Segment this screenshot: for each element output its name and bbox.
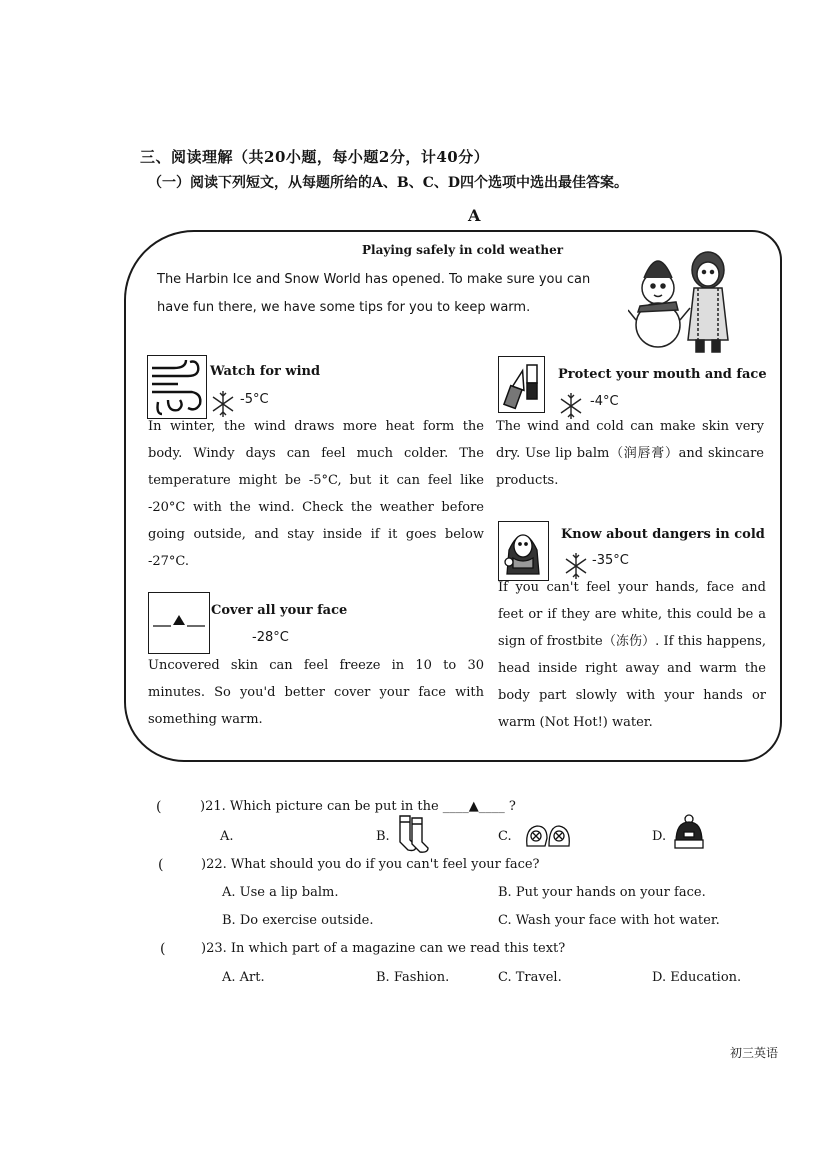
tip-mouth-temperature: -4°C: [590, 394, 619, 409]
answer-slot-23[interactable]: (: [160, 941, 166, 957]
face-cover-icon: [148, 592, 210, 654]
q21-option-c[interactable]: C.: [498, 829, 512, 844]
lipstick-icon: [498, 356, 545, 413]
page-footer: 初三英语: [730, 1046, 779, 1060]
q21-option-d[interactable]: D.: [652, 829, 667, 844]
tip-mouth-heading: Protect your mouth and face: [558, 367, 767, 382]
girl-in-cold-icon: [498, 521, 549, 581]
tip-cover-text: Uncovered skin can feel freeze in 10 to 30 minutes. So you'd better cover your face with something warm.: [148, 658, 484, 727]
tip-wind-text: In winter, the wind draws more heat form the body. Windy days can feel much colder. The temperature might be -5°C, but it can feel like -20°C with the wind. Check the weather before going outside, and stay inside if it goes below -27°C.: [148, 419, 484, 569]
q23-option-d[interactable]: D. Education.: [652, 970, 742, 985]
q22-option-a[interactable]: A. Use a lip balm.: [222, 885, 339, 900]
answer-slot-21[interactable]: (: [156, 799, 162, 815]
question-21-end: ?: [508, 799, 516, 814]
q22-option-c[interactable]: B. Do exercise outside.: [222, 913, 374, 928]
question-21-text: )21. Which picture can be put in the: [200, 799, 439, 814]
passage-label: A: [468, 206, 481, 225]
question-21-stem: [200, 799, 516, 814]
tip-cover-temperature: -28°C: [252, 630, 289, 645]
q22-option-d[interactable]: C. Wash your face with hot water.: [498, 913, 720, 928]
answer-slot-22[interactable]: (: [158, 857, 164, 873]
socks-icon: [394, 814, 430, 854]
snowman-icon: [628, 240, 740, 358]
hat-icon: [672, 814, 706, 850]
article-intro: The Harbin Ice and Snow World has opened. To make sure you can have fun there, we have some tips for you to keep warm.: [157, 272, 591, 315]
wind-icon: [147, 355, 207, 419]
tip-cover-heading: Cover all your face: [211, 603, 348, 618]
mittens-icon: [523, 820, 573, 852]
question-23-stem: )23. In which part of a magazine can we read this text?: [201, 941, 566, 956]
tip-dangers-temperature: -35°C: [592, 553, 629, 568]
tip-wind-temperature: -5°C: [240, 392, 269, 407]
question-22-stem: )22. What should you do if you can't feel your face?: [201, 857, 540, 872]
q23-option-a[interactable]: A. Art.: [222, 970, 265, 985]
tip-wind-heading: Watch for wind: [210, 364, 321, 379]
tip-dangers-heading: Know about dangers in cold: [561, 527, 765, 542]
q21-option-b[interactable]: B.: [376, 829, 390, 844]
tip-mouth-text: The wind and cold can make skin very dry. Use lip balm（润唇膏）and skincare products.: [496, 419, 764, 488]
q21-option-a[interactable]: A.: [220, 829, 234, 844]
question-21-blank: ____▲____: [442, 799, 505, 814]
q23-option-c[interactable]: C. Travel.: [498, 970, 562, 985]
section-instruction: （一）阅读下列短文，从每题所给的A、B、C、D四个选项中选出最佳答案。: [148, 175, 628, 191]
article-title: Playing safely in cold weather: [362, 243, 564, 257]
q23-option-b[interactable]: B. Fashion.: [376, 970, 450, 985]
tip-dangers-text: If you can't feel your hands, face and feet or if they are white, this could be a sign of frostbite（冻伤）. If this happens, head inside right away and warm the body part slowly with your hands or warm (Not Hot!) water.: [498, 580, 766, 730]
section-title: 三、阅读理解（共20小题，每小题2分，计40分）: [140, 148, 490, 166]
q22-option-b[interactable]: B. Put your hands on your face.: [498, 885, 706, 900]
